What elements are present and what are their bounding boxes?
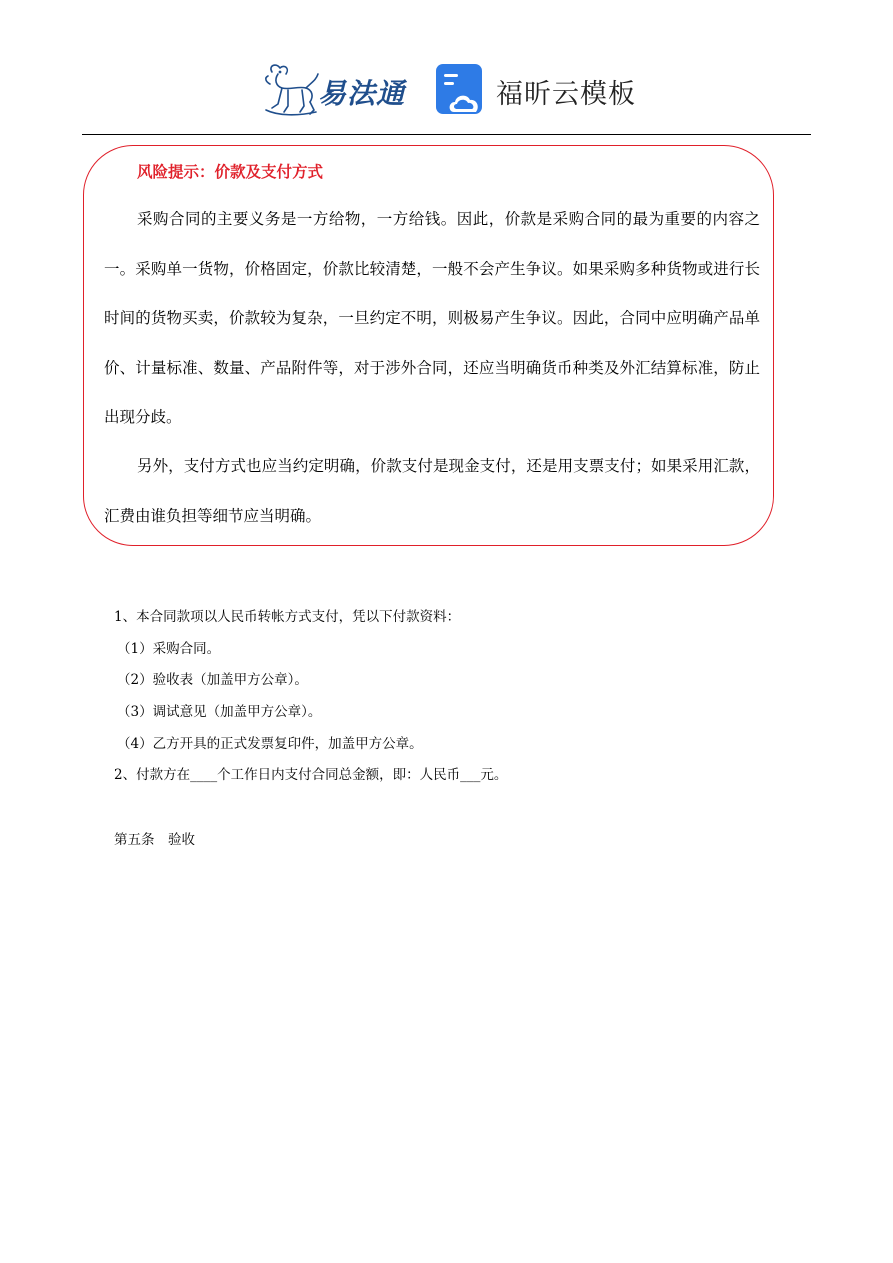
payment-document-item: （2）验收表（加盖甲方公章）。 bbox=[117, 672, 308, 688]
fuxin-cloud-document-icon bbox=[436, 64, 486, 116]
payment-clause-1: 1、本合同款项以人民币转帐方式支付，凭以下付款资料： bbox=[114, 609, 461, 625]
payment-document-item: （4）乙方开具的正式发票复印件，加盖甲方公章。 bbox=[117, 736, 423, 752]
payment-clause-2: 2、付款方在____个工作日内支付合同总金额，即：人民币___元。 bbox=[114, 767, 508, 783]
yifatong-logo-text: 易法通 bbox=[318, 77, 406, 110]
header-divider bbox=[82, 134, 811, 135]
payment-document-item: （1）采购合同。 bbox=[117, 641, 221, 657]
section-heading: 第五条 验收 bbox=[114, 832, 195, 848]
risk-notice-paragraph: 采购合同的主要义务是一方给物，一方给钱。因此，价款是采购合同的最为重要的内容之一。采购单一货物，价格固定，价款比较清楚，一般不会产生争议。如果采购多种货物或进行长时间的货物买卖，价款较为复杂，一旦约定不明，则极易产生争议。因此，合同中应明确产品单价、计量标准、数量、产品附件等，对于涉外合同，还应当明确货币种类及外汇结算标准，防止出现分歧。 bbox=[104, 210, 760, 426]
risk-notice-paragraph: 另外，支付方式也应当约定明确，价款支付是现金支付，还是用支票支付；如果采用汇款，汇费由谁负担等细节应当明确。 bbox=[104, 457, 760, 525]
fuxin-logo-text: 福昕云模板 bbox=[496, 79, 636, 110]
payment-document-item: （3）调试意见（加盖甲方公章）。 bbox=[117, 704, 322, 720]
risk-notice-title: 风险提示：价款及支付方式 bbox=[137, 163, 324, 181]
document-header bbox=[0, 58, 893, 124]
